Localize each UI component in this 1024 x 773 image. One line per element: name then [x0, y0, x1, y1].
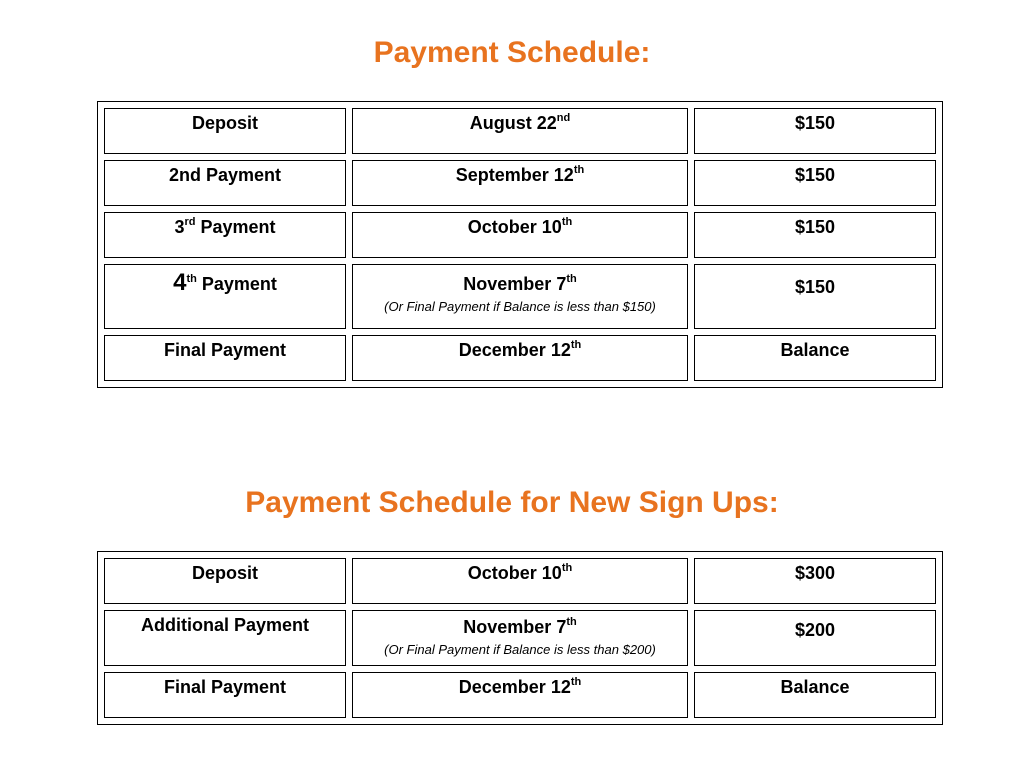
date-suffix: th: [570, 339, 582, 351]
amount-cell: [694, 264, 936, 329]
event-suffix: rd: [184, 216, 196, 228]
event-suffix: th: [186, 273, 197, 285]
date-note: (Or Final Payment if Balance is less than $200): [384, 642, 656, 657]
amount-label: $150: [794, 277, 836, 297]
date-label: December 12: [458, 340, 571, 360]
event-cell: [104, 264, 346, 329]
date-label: October 10: [467, 563, 562, 583]
event-cell: [104, 335, 346, 381]
new-sign-ups-schedule-title: Payment Schedule for New Sign Ups:: [245, 486, 779, 519]
event-cell: [104, 212, 346, 258]
event-number: 3: [174, 217, 185, 237]
date-suffix: th: [561, 562, 573, 574]
amount-cell: [694, 610, 936, 666]
event-label: 2nd Payment: [168, 165, 282, 185]
date-label: September 12: [455, 165, 574, 185]
table-row: [104, 108, 936, 154]
event-label: Additional Payment: [140, 615, 310, 635]
date-cell: [352, 212, 688, 258]
amount-label: $300: [794, 563, 836, 583]
amount-label: $150: [794, 165, 836, 185]
date-label: November 7: [463, 617, 567, 637]
event-number: 4: [173, 269, 187, 296]
amount-label: $150: [794, 113, 836, 133]
amount-label: Balance: [780, 677, 850, 697]
event-label: Deposit: [191, 563, 258, 583]
date-cell: [352, 108, 688, 154]
amount-label: Balance: [780, 340, 850, 360]
date-suffix: th: [566, 273, 577, 285]
date-suffix: th: [561, 216, 573, 228]
event-cell: [104, 558, 346, 604]
date-cell: [352, 558, 688, 604]
event-label: Deposit: [191, 113, 258, 133]
date-suffix: nd: [556, 112, 571, 124]
date-label: October 10: [467, 217, 562, 237]
table-row: [104, 558, 936, 604]
amount-cell: [694, 160, 936, 206]
date-cell: [352, 610, 688, 666]
amount-label: $200: [794, 620, 836, 640]
date-note: (Or Final Payment if Balance is less than $150): [384, 299, 656, 314]
date-label: December 12: [458, 677, 571, 697]
new-sign-ups-schedule-table: [97, 551, 943, 725]
event-cell: [104, 672, 346, 718]
amount-cell: [694, 558, 936, 604]
event-label: Final Payment: [163, 340, 287, 360]
date-suffix: th: [566, 616, 577, 628]
event-cell: [104, 108, 346, 154]
date-cell: [352, 335, 688, 381]
date-suffix: th: [573, 164, 585, 176]
payment-schedule-table: [97, 101, 943, 388]
table-row: [104, 212, 936, 258]
amount-label: $150: [794, 217, 836, 237]
event-cell: [104, 160, 346, 206]
event-label: Payment: [195, 217, 276, 237]
table-row: [104, 672, 936, 718]
payment-schedule-title: Payment Schedule:: [373, 36, 651, 69]
amount-cell: [694, 335, 936, 381]
date-cell: [352, 264, 688, 329]
amount-cell: [694, 212, 936, 258]
amount-cell: [694, 108, 936, 154]
date-suffix: th: [570, 676, 582, 688]
event-label: Payment: [196, 274, 277, 294]
table-row: [104, 160, 936, 206]
event-cell: [104, 610, 346, 666]
amount-cell: [694, 672, 936, 718]
event-label: Final Payment: [163, 677, 287, 697]
table-row: [104, 264, 936, 329]
table-row: [104, 610, 936, 666]
date-label: August 22: [469, 113, 557, 133]
date-cell: [352, 160, 688, 206]
date-label: November 7: [463, 274, 567, 294]
table-row: [104, 335, 936, 381]
date-cell: [352, 672, 688, 718]
